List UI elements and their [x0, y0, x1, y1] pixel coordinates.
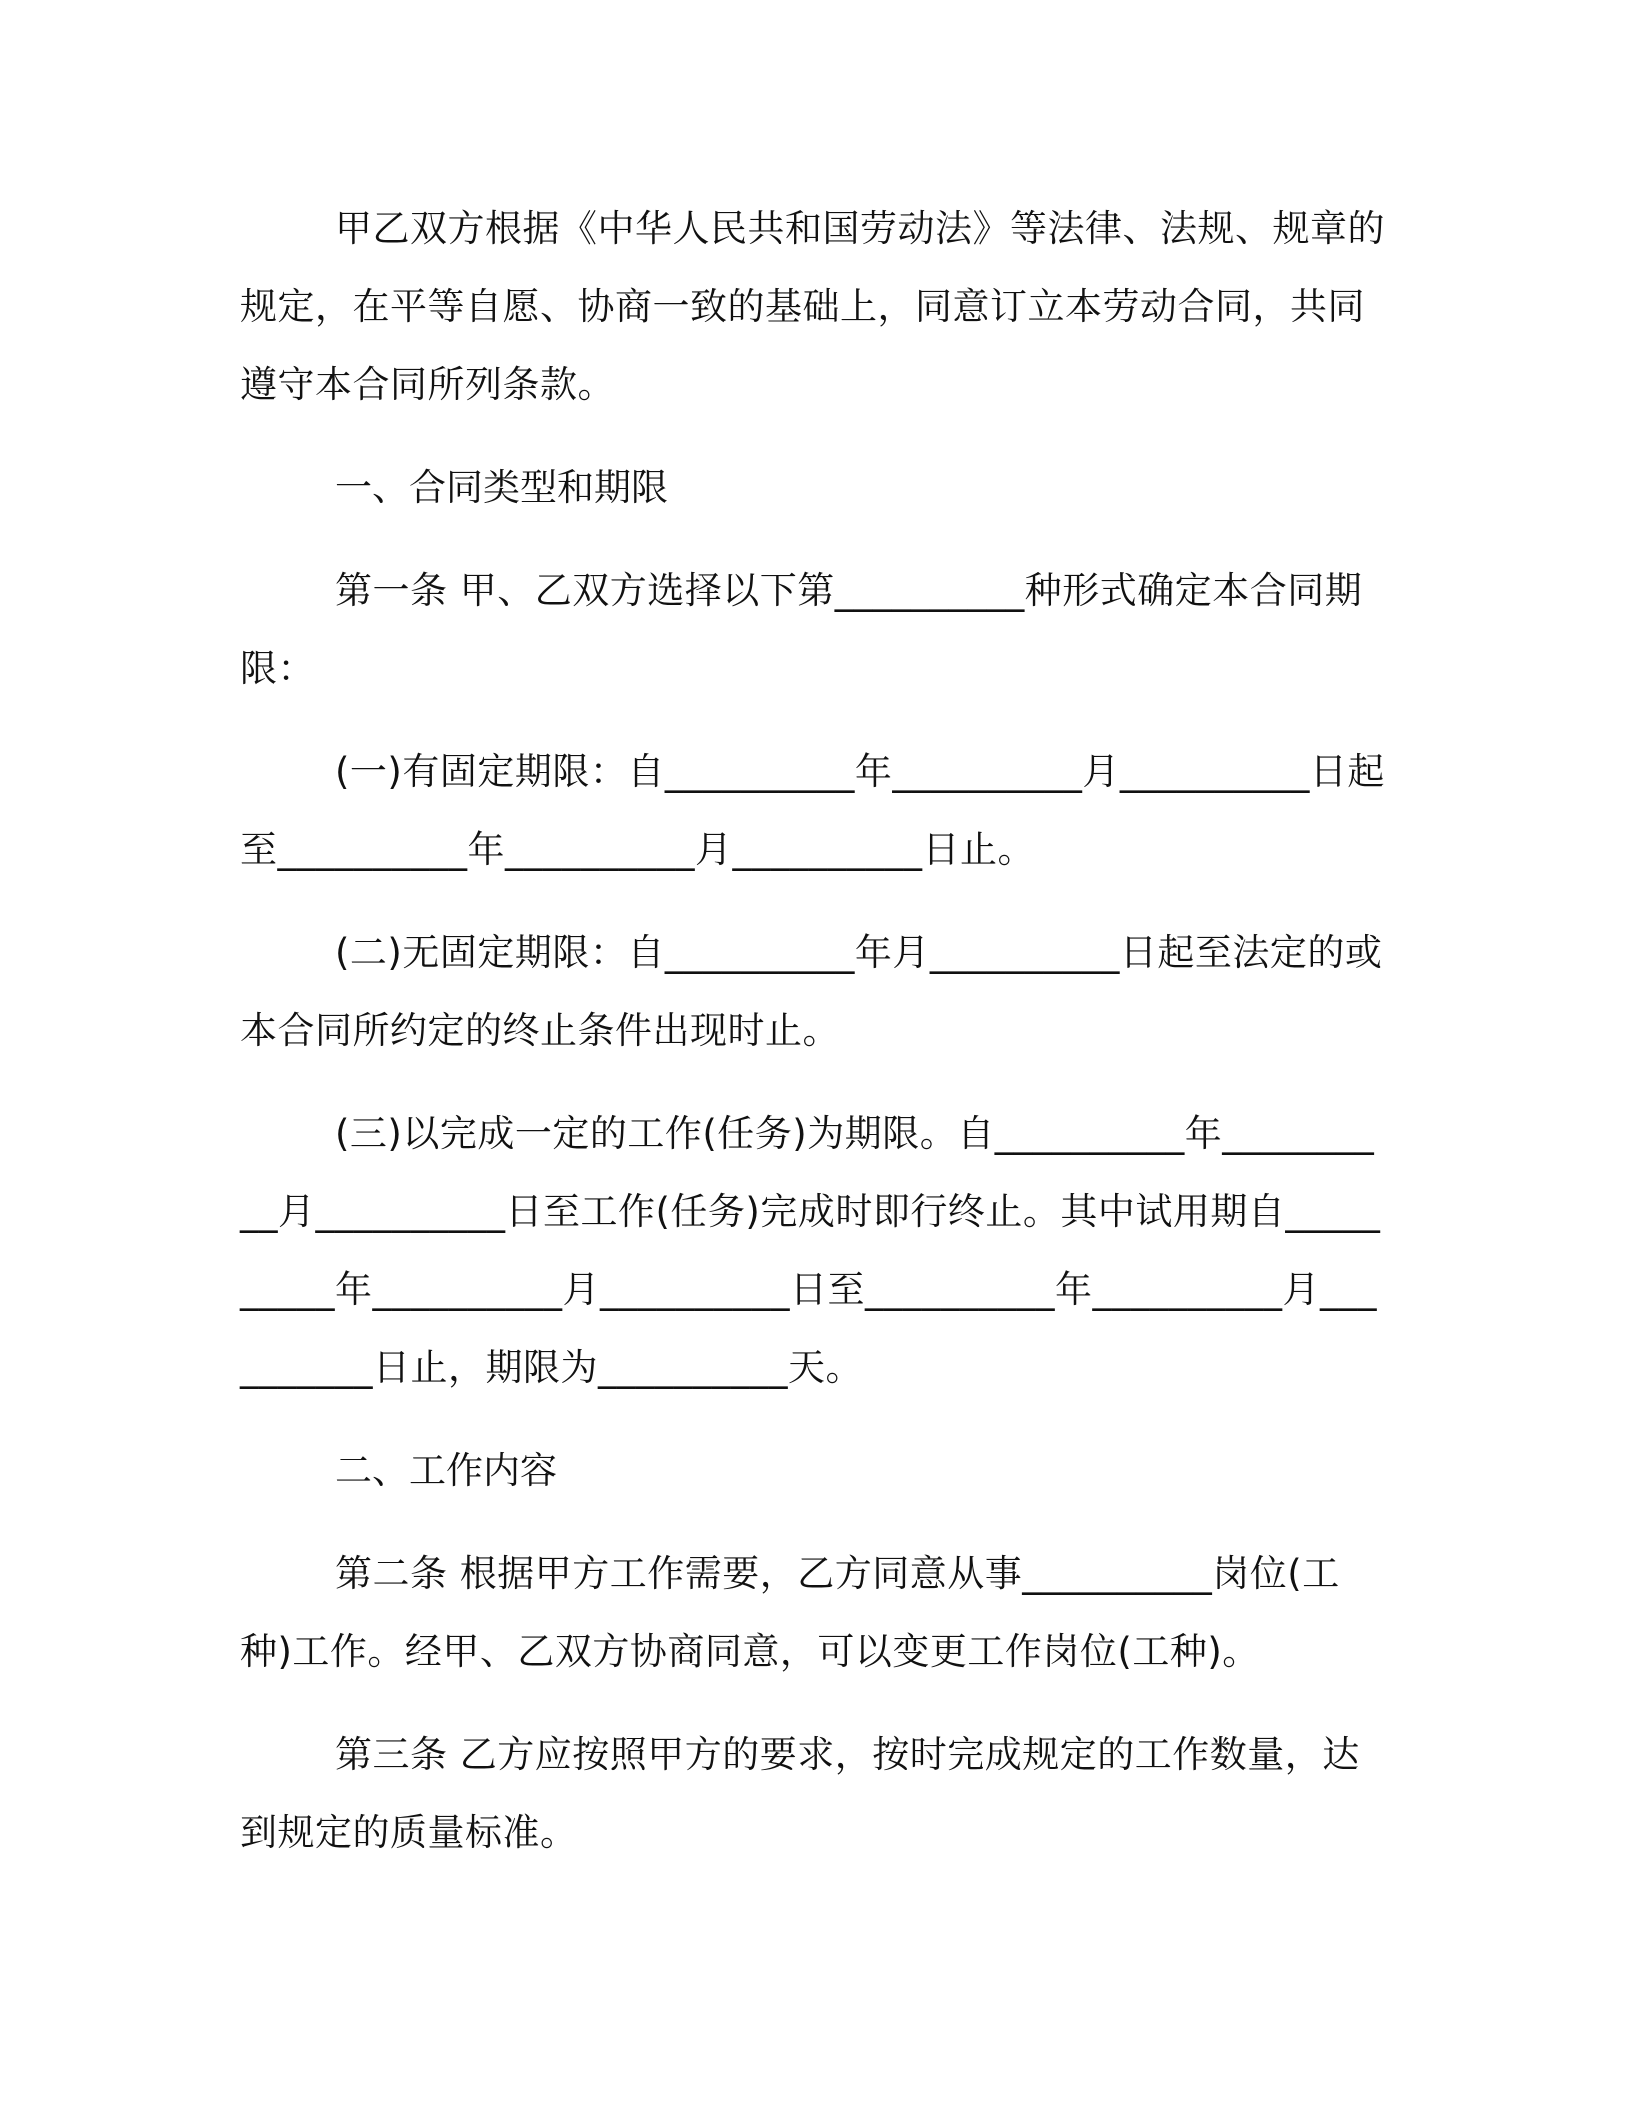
intro-paragraph: 甲乙双方根据《中华人民共和国劳动法》等法律、法规、规章的规定，在平等自愿、协商一致的基础上，同意订立本劳动合同，共同遵守本合同所列条款。 [240, 207, 1385, 406]
article-1-paragraph: 第一条 甲、乙双方选择以下第__________种形式确定本合同期限： [240, 569, 1363, 690]
item-3-paragraph: (三)以完成一定的工作(任务)为期限。自__________年__________月__________日至工作(任务)完成时即行终止。其中试用期自__________年__________月__________日至__________年__________月__________日止，期限为__________天。 [240, 1112, 1381, 1389]
item-2-paragraph: (二)无固定期限：自__________年月__________日起至法定的或本合同所约定的终止条件出现时止。 [240, 931, 1383, 1052]
document-page [240, 190, 1390, 1897]
item-1-paragraph: (一)有固定期限：自__________年__________月__________日起至__________年__________月__________日止。 [240, 750, 1385, 871]
article-2-paragraph: 第二条 根据甲方工作需要，乙方同意从事__________岗位(工种)工作。经甲、乙双方协商同意，可以变更工作岗位(工种)。 [240, 1552, 1340, 1673]
article-3-paragraph: 第三条 乙方应按照甲方的要求，按时完成规定的工作数量，达到规定的质量标准。 [240, 1733, 1360, 1854]
section-2-heading: 二、工作内容 [335, 1449, 557, 1492]
section-1-heading: 一、合同类型和期限 [335, 466, 668, 509]
